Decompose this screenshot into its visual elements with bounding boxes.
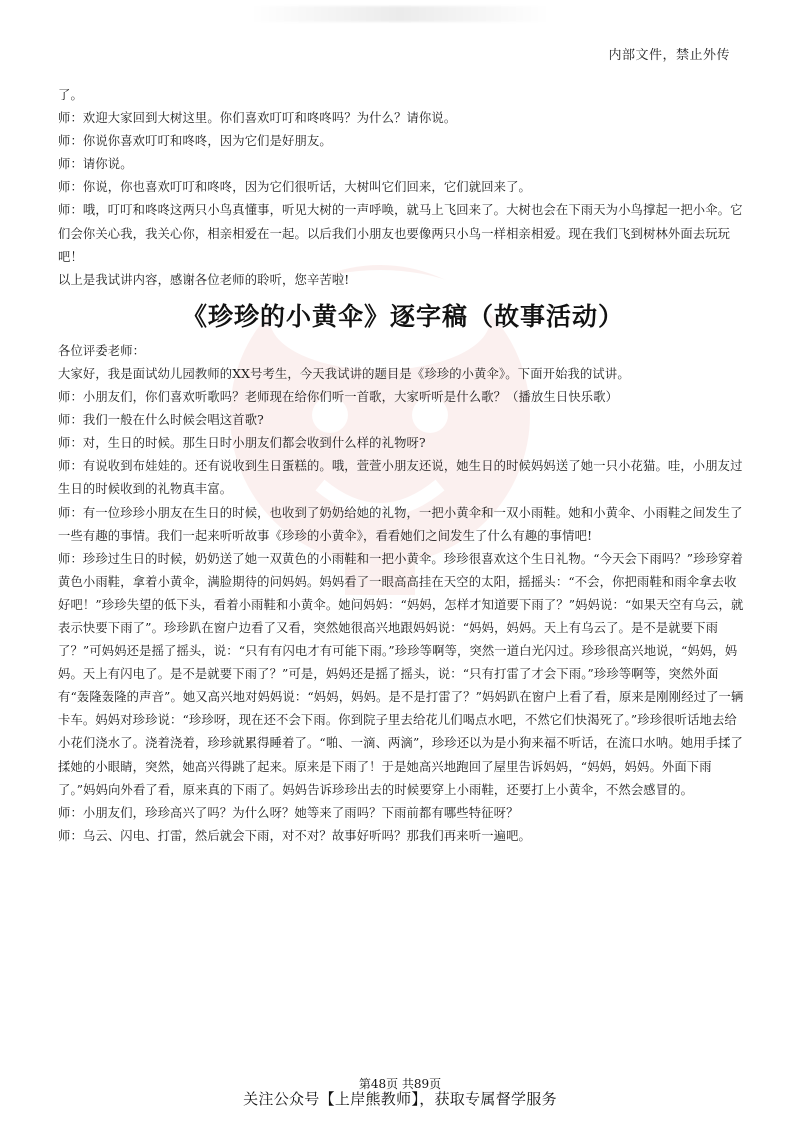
paragraph-intro-1: 师：欢迎大家回到大树这里。你们喜欢叮叮和咚咚吗？为什么？请你说。 [58,111,457,126]
paragraph-body-1: 大家好，我是面试幼儿园教师的XX号考生，今天我试讲的题目是《珍珍的小黄伞》。下面开始我的试讲。 [58,366,630,381]
paragraph-body-3: 师：我们一般在什么时候会唱这首歌? [58,413,264,428]
paragraph-intro-0: 了。 [58,88,83,102]
top-edge-smudge [250,6,550,22]
paragraph-intro-5: 师：哦，叮叮和咚咚这两只小鸟真懂事，听见大树的一声呼唤，就马上飞回来了。大树也会在下雨天为小鸟撑起一把小伞。它们会你关心我，我关心你，相亲相爱在一起。以后我们小朋友也要像两只小鸟一样相亲相爱。现在我们飞到树林外面去玩玩吧！ [58,203,743,264]
page-number: 第48页 共89页 [358,1077,442,1091]
paragraph-body-8: 师：小朋友们，珍珍高兴了吗？为什么呀？她等来了雨吗？下雨前都有哪些特征呀？ [58,805,519,820]
paragraph-body-2: 师：小朋友们，你们喜欢听歌吗？老师现在给你们听一首歌，大家听听是什么歌？（播放生日快乐歌） [58,390,619,405]
paragraph-intro-2: 师：你说你喜欢叮叮和咚咚，因为它们是好朋友。 [58,134,332,149]
paragraph-body-6: 师：有一位珍珍小朋友在生日的时候，也收到了奶奶给她的礼物，一把小黄伞和一双小雨鞋。她和小黄伞、小雨鞋之间发生了一些有趣的事情。我们一起来听听故事《珍珍的小黄伞》，看看她们之间发生了什么有趣的事情吧! [58,505,743,543]
paragraph-body-0: 各位评委老师： [58,343,146,358]
document-content [58,84,748,848]
section-title: 《珍珍的小黄伞》逐字稿（故事活动） [181,301,624,331]
paragraph-body-9: 师：乌云、闪电、打雷，然后就会下雨，对不对？故事好听吗？那我们再来听一遍吧。 [58,828,531,843]
paragraph-body-5: 师：有说收到布娃娃的。还有说收到生日蛋糕的。哦，萱萱小朋友还说，她生日的时候妈妈送了她一只小花猫。哇，小朋友过生日的时候收到的礼物真丰富。 [58,459,743,497]
paragraph-body-7: 师：珍珍过生日的时候，奶奶送了她一双黄色的小雨鞋和一把小黄伞。珍珍很喜欢这个生日礼物。“今天会下雨吗？”珍珍穿着黄色小雨鞋，拿着小黄伞，满脸期待的问妈妈。妈妈看了一眼高高挂在天空的太阳，摇摇头：“不会，你把雨鞋和雨伞拿去收好吧！”珍珍失望的低下头，看着小雨鞋和小黄伞。她问妈妈：“妈妈，怎样才知道要下雨了？”妈妈说：“如果天空有乌云，就表示快要下雨了”。珍珍趴在窗户边看了又看，突然她很高兴地跟妈妈说：“妈妈，妈妈。天上有乌云了。是不是就要下雨了？”可妈妈还是摇了摇头，说：“只有有闪电才有可能下雨。”珍珍等啊等，突然一道白光闪过。珍珍很高兴地说，“妈妈，妈妈。天上有闪电了。是不是就要下雨了？”可是，妈妈还是摇了摇头，说：“只有打雷了才会下雨。”珍珍等啊等，突然外面有“轰隆轰隆的声音”。她又高兴地对妈妈说：“妈妈，妈妈。是不是打雷了？”妈妈趴在窗户上看了看，原来是刚刚经过了一辆卡车。妈妈对珍珍说：“珍珍呀，现在还不会下雨。你到院子里去给花儿们喝点水吧，不然它们快渴死了。”珍珍很听话地去给小花们浇水了。浇着浇着，珍珍就累得睡着了。“啪、一滴、两滴”，珍珍还以为是小狗来福不听话，在流口水呐。她用手揉了揉她的小眼睛，突然，她高兴得跳了起来。原来是下雨了！于是她高兴地跑回了屋里告诉妈妈，“妈妈，妈妈。外面下雨了。”妈妈向外看了看，原来真的下雨了。妈妈告诉珍珍出去的时候要穿上小雨鞋，还要打上小黄伞，不然会感冒的。 [58,551,744,797]
paragraph-body-4: 师：对，生日的时候。那生日时小朋友们都会收到什么样的礼物呀? [58,436,426,451]
paragraph-intro-3: 师：请你说。 [58,157,133,172]
paragraph-intro-6: 以上是我试讲内容，感谢各位老师的聆听，您辛苦啦! [58,272,350,287]
confidential-header-note: 内部文件，禁止外传 [608,48,730,63]
paragraph-intro-4: 师：你说，你也喜欢叮叮和咚咚，因为它们很听话，大树叫它们回来，它们就回来了。 [58,180,531,195]
footer-promo-text: 关注公众号【上岸熊教师】，获取专属督学服务 [243,1090,557,1108]
